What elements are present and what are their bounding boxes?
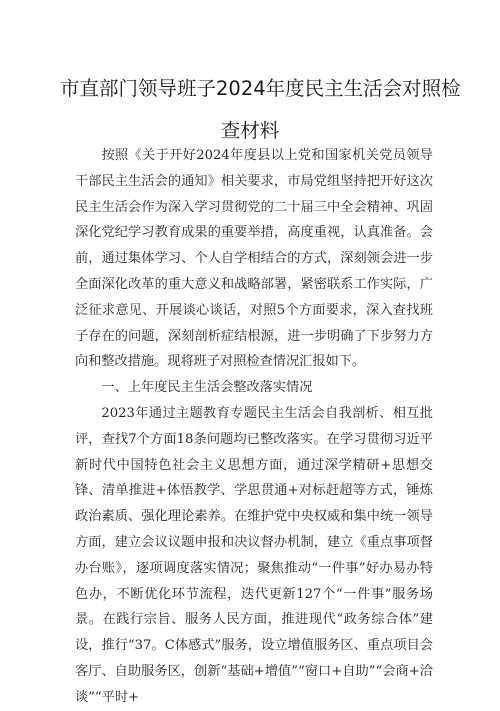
document-title-line-1: 市直部门领导班子2024年度民主生活会对照检 xyxy=(60,77,461,100)
document-body xyxy=(75,143,433,711)
document-title-line-2: 查材料 xyxy=(220,119,280,142)
section-heading-1: 一、上年度民主生活会整改落实情况 xyxy=(101,380,313,396)
intro-paragraph: 按照《关于开好2024年度县以上党和国家机关党员领导干部民主生活会的通知》相关要求，市局党组坚持把开好这次民主生活会作为深入学习贯彻党的二十届三中全会精神、巩固深化党纪学习教育成果的重要举措，高度重视，认真准备。会前，通过集体学习、个人自学相结合的方式，深刻领会进一步全面深化改革的重大意义和战略部署，紧密联系工作实际，广泛征求意见、开展谈心谈话，对照5个方面要求，深入查找班子存在的问题，深刻剖析症结根源，进一步明确了下步努力方向和整改措施。现将班子对照检查情况汇报如下。 xyxy=(75,148,433,370)
section-1-paragraph: 2023年通过主题教育专题民主生活会自我剖析、相互批评，查找7个方面18条问题均已整改落实。在学习贯彻习近平新时代中国特色社会主义思想方面，通过深学精研+思想交锋、清单推进+体悟教学、学思贯通+对标赶超等方式，锤炼政治素质、强化理论素养。在维护党中央权威和集中统一领导方面，建立会议议题申报和决议督办机制，建立《重点事项督办台账》，逐项调度落实情况；聚焦推动“一件事”好办易办特色办，不断优化环节流程，迭代更新127个“一件事”服务场景。在践行宗旨、服务人民方面，推进现代“政务综合体”建设，推行“37。C体感式”服务，设立增值服务区、重点项目会客厅、自助服务区，创新“基础+增值”“窗口+自助”“会商+洽谈”“平时+ xyxy=(75,405,433,705)
